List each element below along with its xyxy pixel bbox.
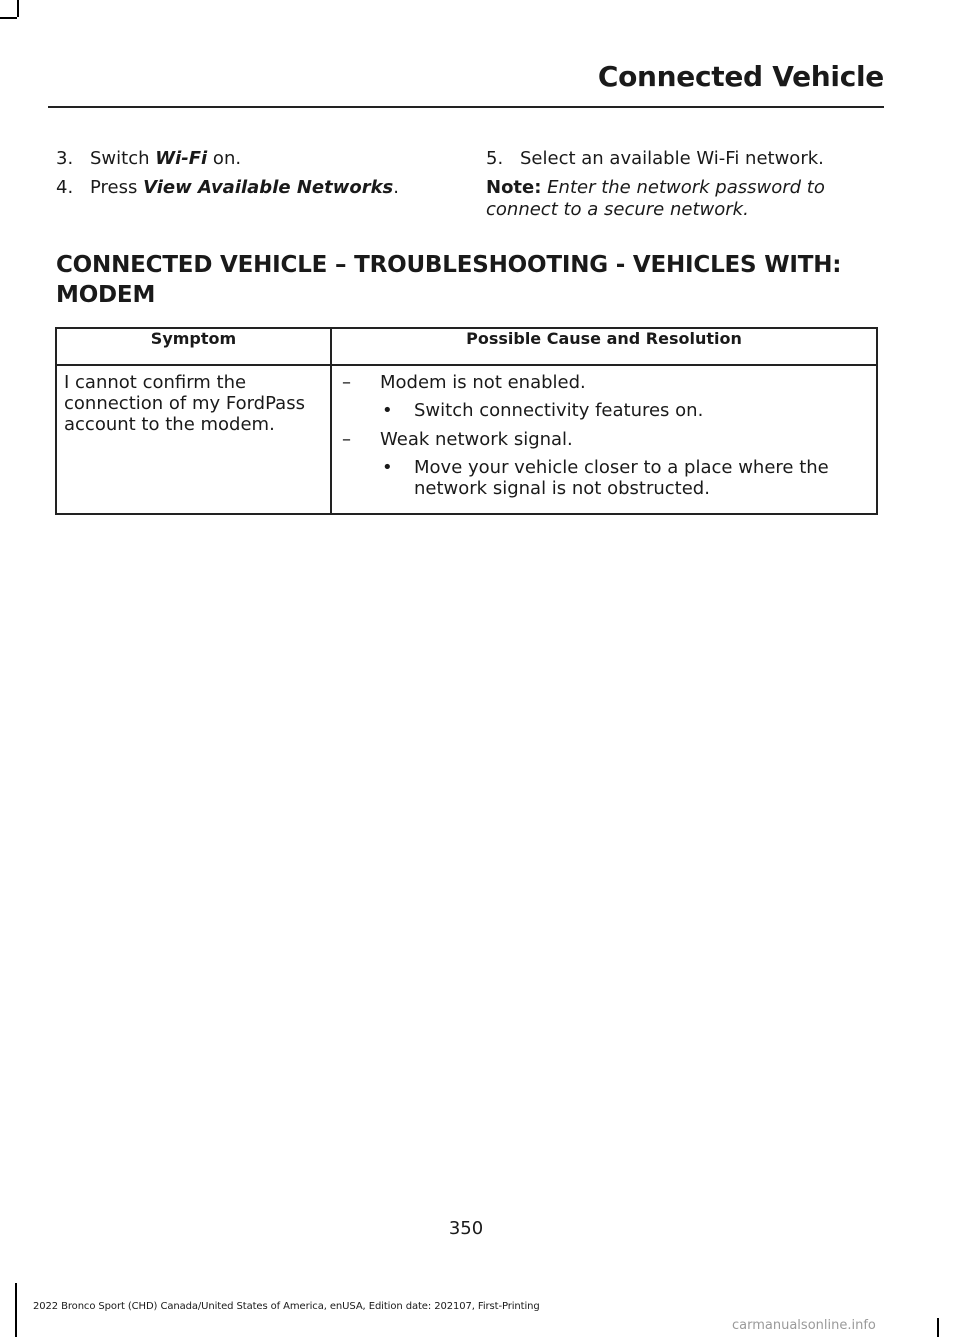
page-header-title: Connected Vehicle bbox=[597, 60, 884, 93]
dash-marker: – bbox=[342, 429, 351, 450]
troubleshooting-table bbox=[55, 327, 878, 515]
step-5 bbox=[486, 148, 824, 170]
cause-item bbox=[339, 372, 869, 393]
cause-text: Modem is not enabled. bbox=[380, 372, 586, 393]
header-divider bbox=[48, 106, 884, 108]
section-heading: CONNECTED VEHICLE – TROUBLESHOOTING - VEHICLES WITH: MODEM bbox=[56, 252, 842, 308]
resolution-text: Switch connectivity features on. bbox=[414, 400, 704, 421]
note-text: Enter the network password to connect to a secure network. bbox=[486, 177, 825, 220]
cause-text: Weak network signal. bbox=[380, 429, 573, 450]
note bbox=[486, 177, 866, 221]
resolution-text: Move your vehicle closer to a place where the network signal is not obstructed. bbox=[414, 457, 829, 499]
resolution-item bbox=[339, 457, 869, 499]
dash-marker: – bbox=[342, 372, 351, 393]
step-text: on. bbox=[207, 148, 242, 169]
step-text: . bbox=[393, 177, 400, 198]
cause-item bbox=[339, 429, 869, 450]
step-3 bbox=[56, 148, 241, 170]
bullet-marker: • bbox=[382, 457, 393, 478]
crop-mark bbox=[15, 1283, 17, 1337]
footer-text: 2022 Bronco Sport (CHD) Canada/United States of America, enUSA, Edition date: 202107, First-Printing bbox=[33, 1301, 540, 1312]
resolution-item bbox=[339, 400, 869, 421]
note-label: Note: bbox=[486, 177, 542, 198]
crop-mark bbox=[0, 17, 17, 19]
step-number: 5. bbox=[486, 148, 504, 169]
table-row bbox=[56, 365, 877, 514]
column-header-symptom: Symptom bbox=[56, 328, 331, 365]
step-emphasis: View Available Networks bbox=[143, 177, 394, 198]
step-number: 3. bbox=[56, 148, 74, 169]
watermark[interactable]: carmanualsonline.info bbox=[732, 1318, 876, 1333]
symptom-cell: I cannot confirm the connection of my FordPass account to the modem. bbox=[56, 365, 331, 514]
step-number: 4. bbox=[56, 177, 74, 198]
bullet-marker: • bbox=[382, 400, 393, 421]
step-text: Switch bbox=[90, 148, 156, 169]
crop-mark bbox=[17, 0, 19, 17]
table-header-row bbox=[56, 328, 877, 365]
step-text: Press bbox=[90, 177, 144, 198]
page-number: 350 bbox=[448, 1218, 484, 1239]
step-4 bbox=[56, 177, 399, 199]
column-header-resolution: Possible Cause and Resolution bbox=[331, 328, 877, 365]
step-emphasis: Wi-Fi bbox=[155, 148, 208, 169]
step-text: Select an available Wi-Fi network. bbox=[520, 148, 824, 169]
resolution-cell bbox=[331, 365, 877, 514]
crop-mark bbox=[937, 1318, 939, 1337]
